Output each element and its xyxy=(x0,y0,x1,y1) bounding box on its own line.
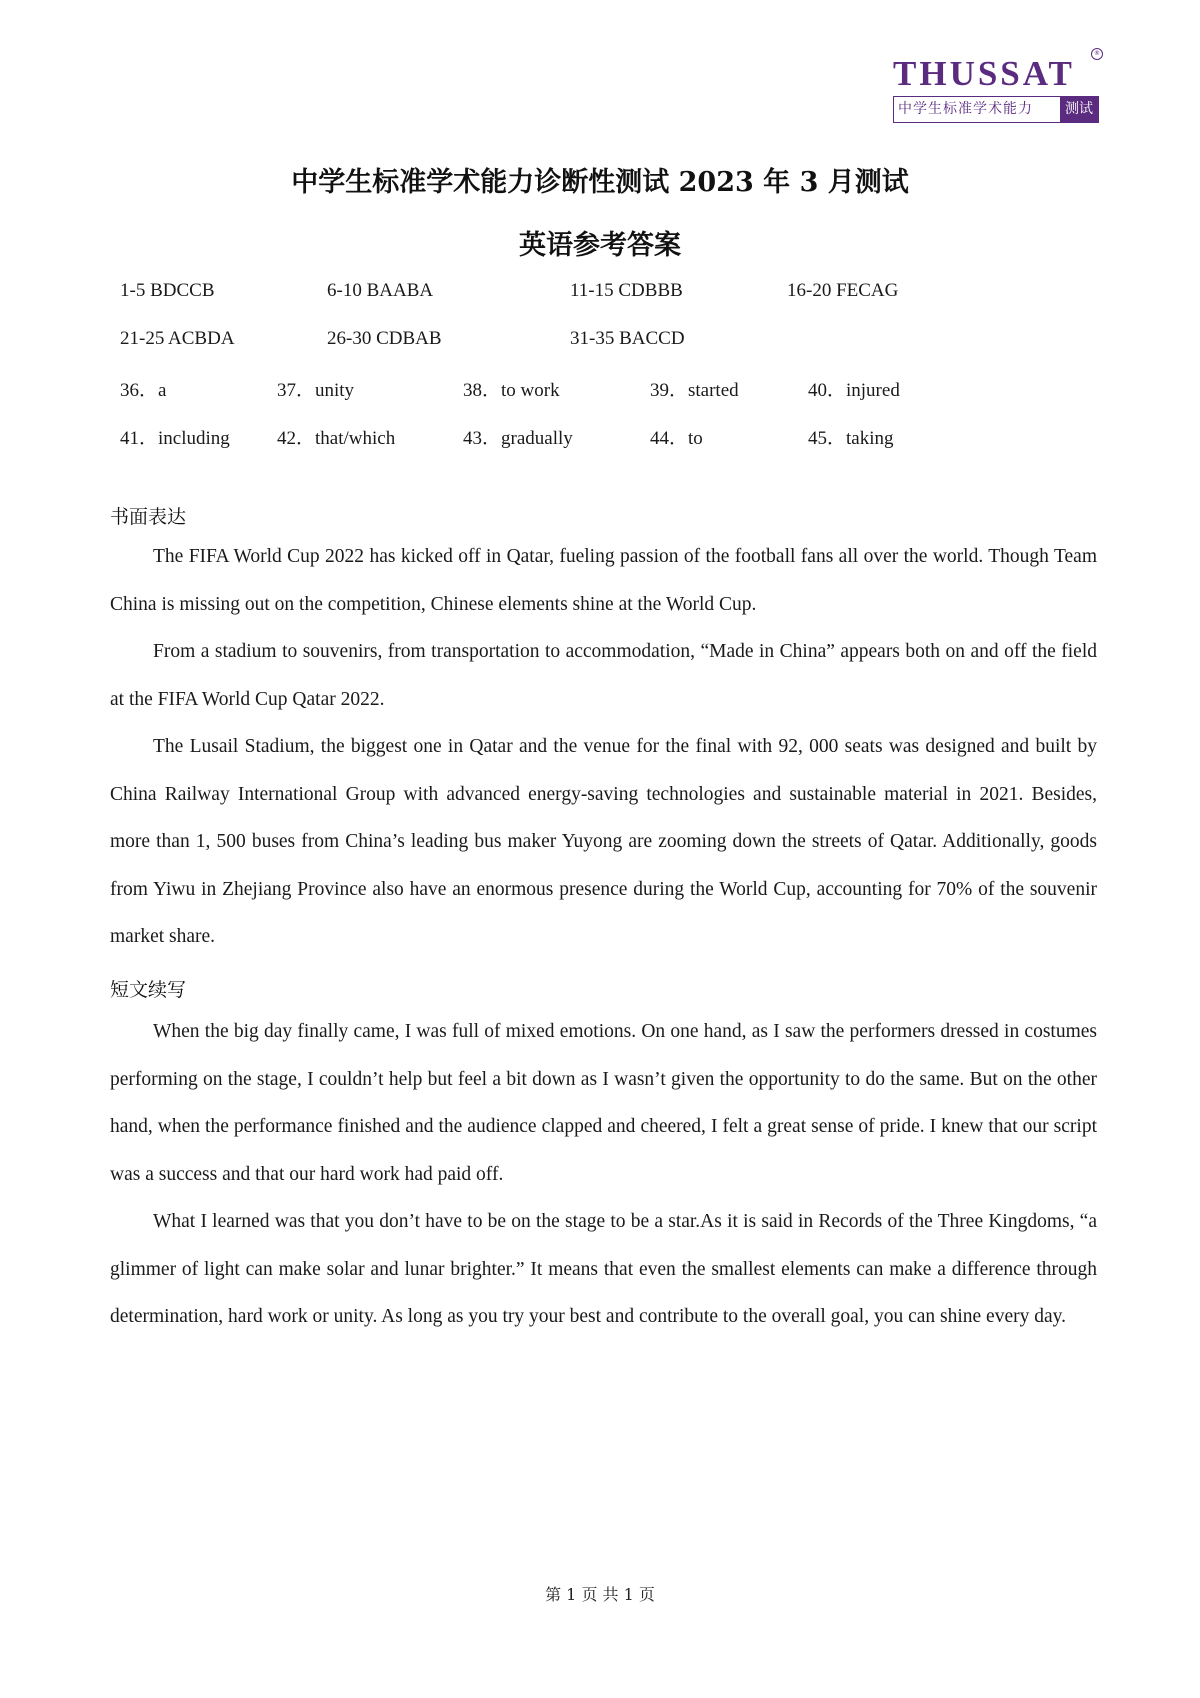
answer-group: 21-25 ACBDA xyxy=(120,327,235,349)
answer-group: 6-10 BAABA xyxy=(327,280,434,301)
document-title: 中学生标准学术能力诊断性测试 2023 年 3 月测试 xyxy=(291,167,909,198)
logo-subtitle-tag: 测试 xyxy=(1060,97,1098,122)
page-number: 第 1 页 共 1 页 xyxy=(545,1585,655,1604)
answer-row xyxy=(120,280,960,328)
fill-answer: 44．to xyxy=(650,427,703,449)
answer-group: 26-30 CDBAB xyxy=(327,327,442,349)
writing-paragraph: The Lusail Stadium, the biggest one in Qatar and the venue for the final with 92, 000 seats was designed and built by China Railway International Group with advanced energy-saving technologies and sustainable material in 2021. Besides, more than 1, 500 buses from China’s leading bus maker Yuyong are zooming down the streets of Qatar. Additionally, goods from Yiwu in Zhejiang Province also have an enormous presence during the World Cup, accounting for 70% of the souvenir market share. xyxy=(110,736,1097,947)
logo-subtitle: 中学生标准学术能力 xyxy=(898,101,1033,117)
answer-group: 16-20 FECAG xyxy=(787,280,899,301)
logo-wordmark: THUSSAT xyxy=(893,54,1075,93)
answer-row xyxy=(120,423,960,471)
thussat-logo xyxy=(893,48,1103,123)
answer-group: 1-5 BDCCB xyxy=(120,280,215,301)
registered-mark-icon: ® xyxy=(1091,48,1103,60)
continuation-paragraph: What I learned was that you don’t have to be on the stage to be a star.As it is said in Records of the Three Kingdoms, “a glimmer of light can make solar and lunar brighter.” It means that even the smallest elements can make a difference through determination, hard work or unity. As long as you try your best and contribute to the overall goal, you can shine every day. xyxy=(110,1211,1097,1327)
answer-key xyxy=(120,280,960,470)
fill-answer: 37．unity xyxy=(277,380,355,401)
fill-answer: 42．that/which xyxy=(277,427,396,449)
answer-group: 31-35 BACCD xyxy=(570,327,685,349)
continuation-paragraph: When the big day finally came, I was full of mixed emotions. On one hand, as I saw the performers dressed in costumes performing on the stage, I couldn’t help but feel a bit down as I wasn’t given the opportunity to do the same. But on the other hand, when the performance finished and the audience clapped and cheered, I felt a great sense of pride. I knew that our script was a success and that our hard work had paid off. xyxy=(110,1021,1097,1185)
section-heading-writing: 书面表达 xyxy=(110,506,187,528)
answer-group: 11-15 CDBBB xyxy=(570,280,683,301)
fill-answer: 41．including xyxy=(120,427,230,449)
logo-subtitle-bar xyxy=(893,96,1099,123)
writing-paragraph: From a stadium to souvenirs, from transportation to accommodation, “Made in China” appears both on and off the field at the FIFA World Cup Qatar 2022. xyxy=(110,641,1097,710)
fill-answer: 40．injured xyxy=(808,380,900,401)
fill-answer: 36．a xyxy=(120,380,167,401)
fill-answer: 43．gradually xyxy=(463,427,573,449)
answer-row xyxy=(120,328,960,376)
answer-row xyxy=(120,375,960,423)
fill-answer: 38．to work xyxy=(463,380,560,401)
writing-paragraph: The FIFA World Cup 2022 has kicked off in Qatar, fueling passion of the football fans all over the world. Though Team China is missing out on the competition, Chinese elements shine at the World Cup. xyxy=(110,546,1097,615)
fill-answer: 39．started xyxy=(650,380,739,401)
document-subtitle: 英语参考答案 xyxy=(519,230,681,261)
fill-answer: 45．taking xyxy=(808,427,894,449)
section-heading-continuation: 短文续写 xyxy=(110,979,187,1001)
